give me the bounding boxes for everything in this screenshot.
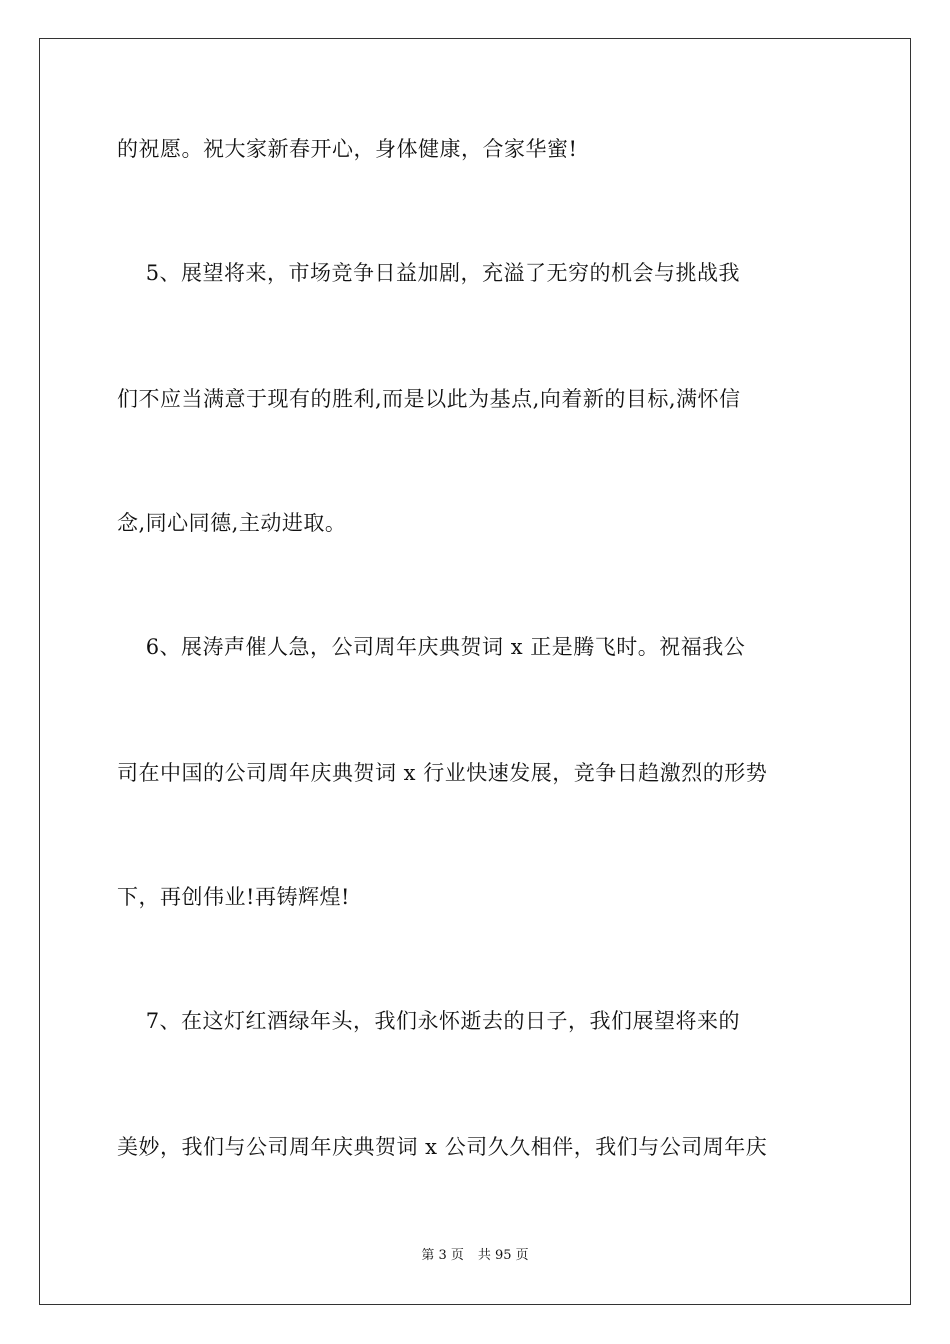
page-number: 第 3 页 xyxy=(421,1248,464,1263)
text-line-6: 司在中国的公司周年庆典贺词 x 行业快速发展，竞争日趋激烈的形势 xyxy=(117,761,768,785)
text-line-8: 7、在这灯红酒绿年头，我们永怀逝去的日子，我们展望将来的 xyxy=(117,1009,741,1033)
text-line-4: 念,同心同德,主动进取。 xyxy=(117,511,347,535)
text-line-7: 下，再创伟业!再铸辉煌! xyxy=(117,885,350,909)
text-line-3: 们不应当满意于现有的胜利,而是以此为基点,向着新的目标,满怀信 xyxy=(117,387,741,411)
text-line-5: 6、展涛声催人急，公司周年庆典贺词 x 正是腾飞时。祝福我公 xyxy=(117,635,746,659)
text-line-2: 5、展望将来，市场竞争日益加剧，充溢了无穷的机会与挑战我 xyxy=(117,261,741,285)
text-line-9: 美妙，我们与公司周年庆典贺词 x 公司久久相伴，我们与公司周年庆 xyxy=(117,1135,768,1159)
text-line-1: 的祝愿。祝大家新春开心，身体健康，合家华蜜! xyxy=(117,137,578,161)
page-border xyxy=(39,38,911,1305)
page-total: 共 95 页 xyxy=(477,1248,529,1263)
page-footer xyxy=(0,1246,950,1266)
